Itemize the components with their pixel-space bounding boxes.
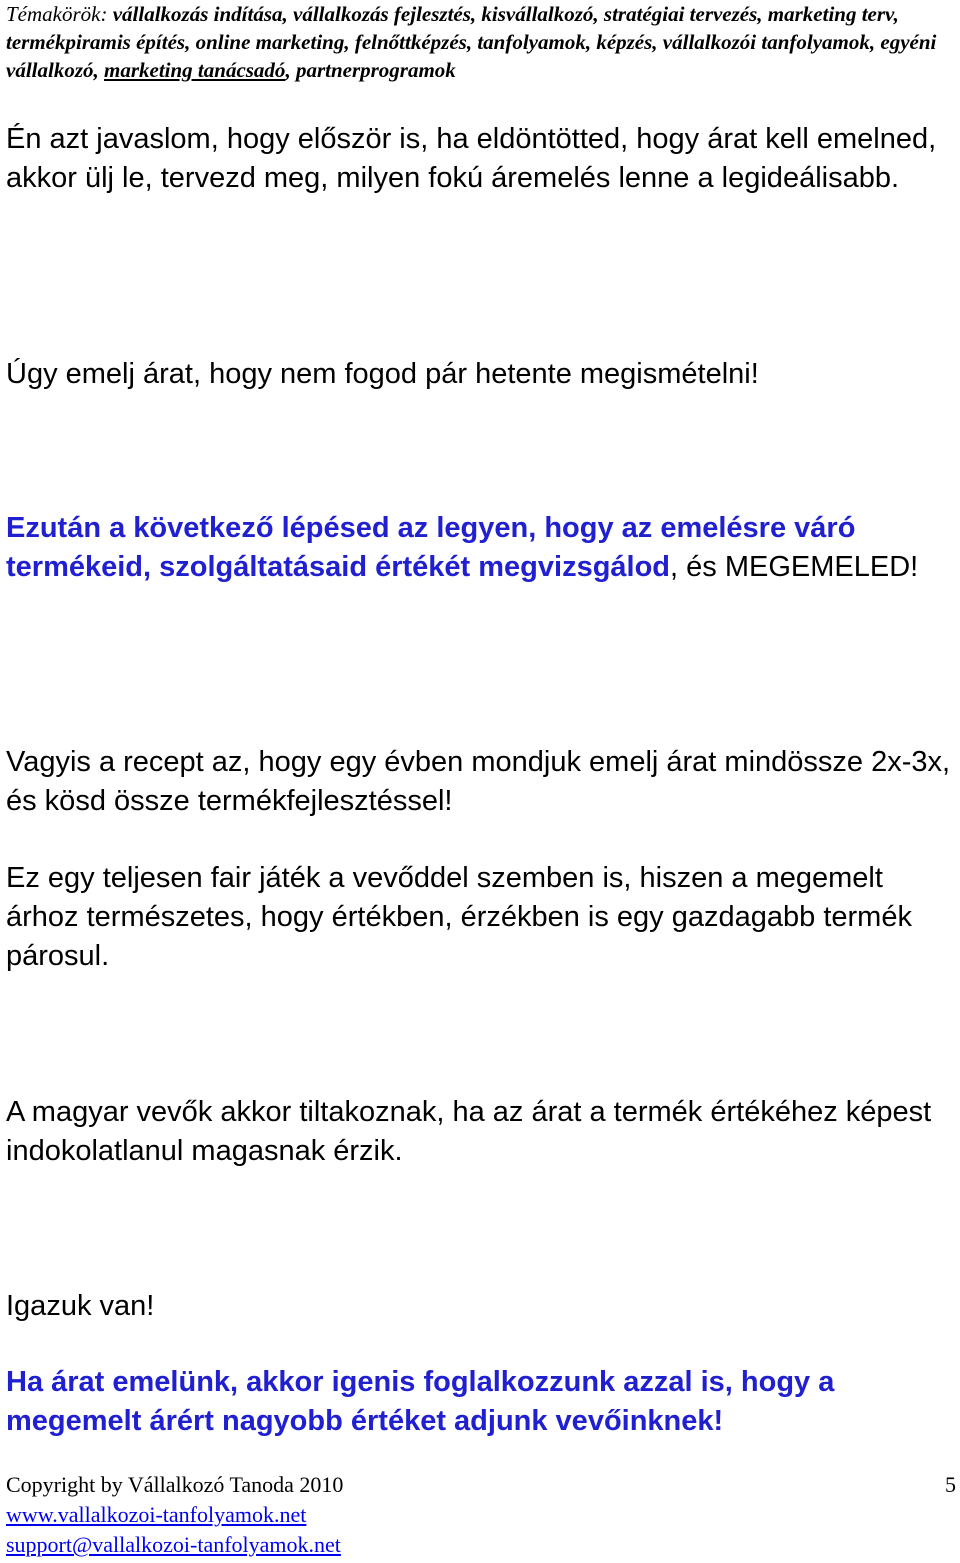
paragraph-3-rest: , és MEGEMELED! [670, 551, 919, 583]
topics-lead: Témakörök: [6, 2, 113, 26]
topics-list-b: , partnerprogramok [285, 58, 456, 82]
paragraph-4: Vagyis a recept az, hogy egy évben mondjuk emelj árat mindössze 2x-3x, és kösd össze termékfejlesztéssel! [6, 746, 951, 817]
paragraph-2: Úgy emelj árat, hogy nem fogod pár hetente megismételni! [6, 358, 759, 390]
paragraph-6: A magyar vevők akkor tiltakoznak, ha az árat a termék értékéhez képest indokolatlanul magasnak érzik. [6, 1096, 932, 1167]
website-link[interactable]: www.vallalkozoi-tanfolyamok.net [6, 1502, 307, 1527]
topic-link-marketing-advisor[interactable]: marketing tanácsadó [104, 58, 286, 82]
email-link[interactable]: support@vallalkozoi-tanfolyamok.net [6, 1532, 341, 1557]
paragraph-8-emphasis: Ha árat emelünk, akkor igenis foglalkozzunk azzal is, hogy a megemelt árért nagyobb értéket adjunk vevőinknek! [6, 1366, 835, 1437]
paragraph-3 [6, 509, 951, 587]
topics-list-a: vállalkozás indítása, vállalkozás fejlesztés, kisvállalkozó, stratégiai tervezés, marketing terv, termékpiramis építés, online marketing, felnőttképzés, tanfolyamok, képzés, vállalkozói tanfolyamok, egyéni vállalkozó, [6, 2, 937, 82]
paragraph-1: Én azt javaslom, hogy először is, ha eldöntötted, hogy árat kell emelned, akkor ülj le, tervezd meg, milyen fokú áremelés lenne a legideálisabb. [6, 123, 937, 194]
paragraph-7: Igazuk van! [6, 1290, 155, 1322]
copyright-text: Copyright by Vállalkozó Tanoda 2010 [6, 1472, 344, 1497]
footer [6, 1470, 956, 1560]
page-number: 5 [945, 1472, 956, 1497]
paragraph-5: Ez egy teljesen fair játék a vevőddel szemben is, hiszen a megemelt árhoz természetes, hogy értékben, érzékben is egy gazdagabb termék párosul. [6, 862, 912, 972]
topics-header [6, 0, 951, 84]
emphasis-text: Ezután a következő lépésed az legyen, hogy az emelésre váró termékeid, szolgáltatásaid értékét megvizsgálod [6, 512, 856, 583]
